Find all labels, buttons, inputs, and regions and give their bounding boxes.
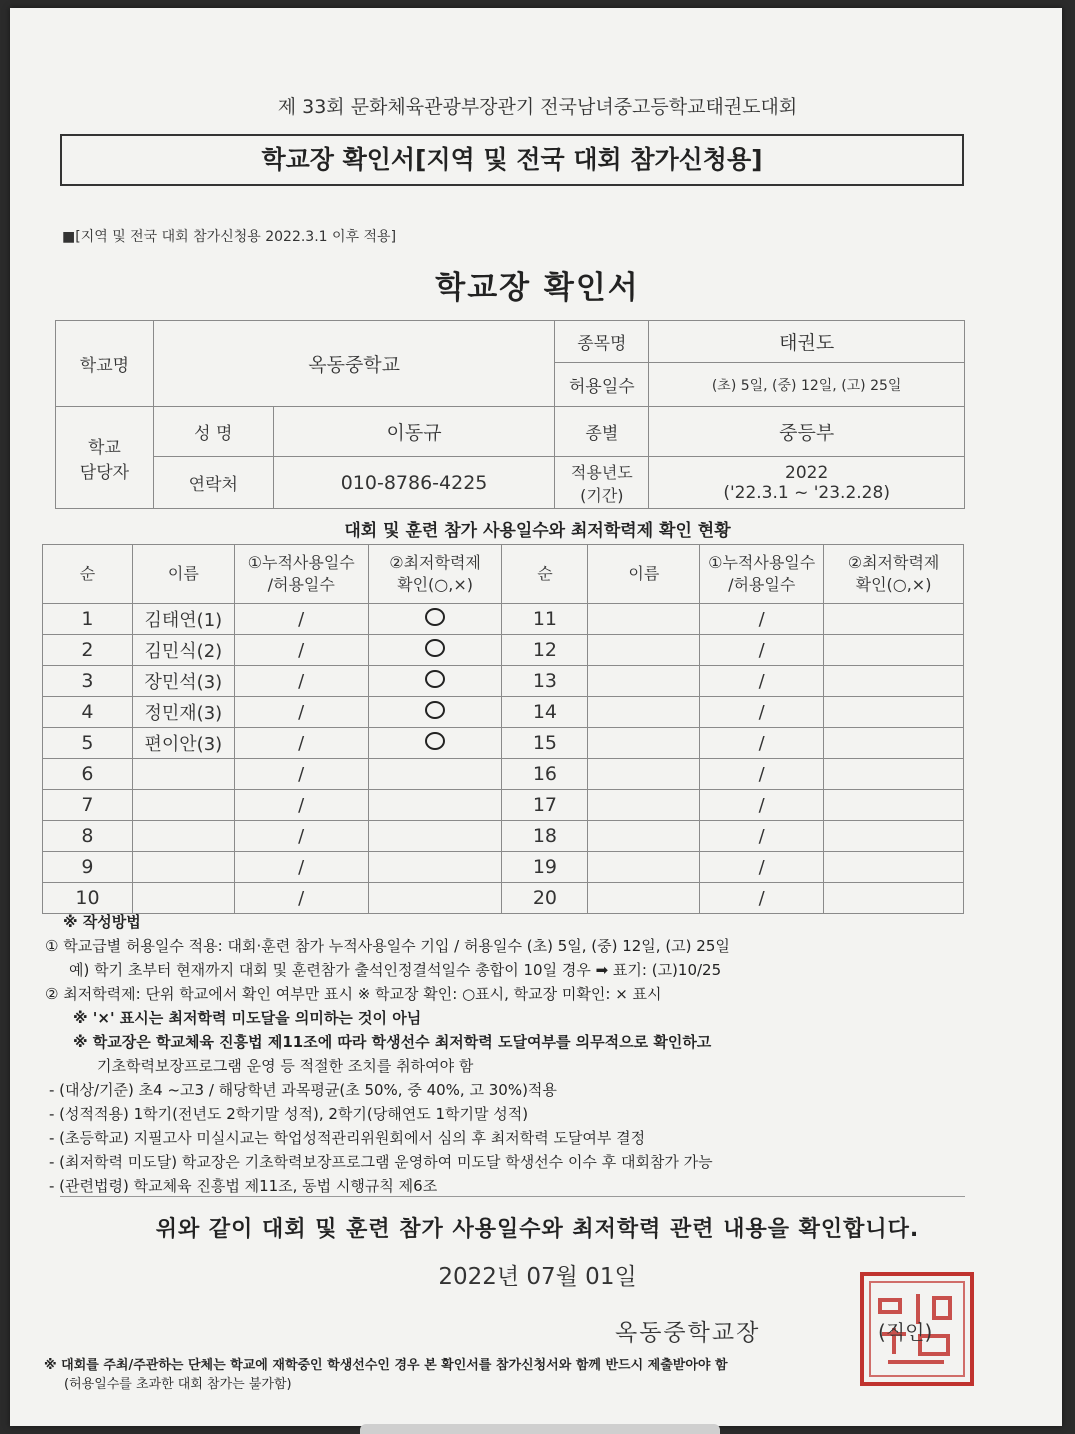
days-used: / — [234, 852, 368, 883]
scroll-handle[interactable] — [360, 1424, 720, 1434]
boxed-title: 학교장 확인서[지역 및 전국 대회 참가신청용] — [60, 134, 964, 186]
header-days: ①누적사용일수 /허용일수 — [234, 545, 368, 604]
academic-check — [824, 635, 964, 666]
row-number: 1 — [43, 604, 133, 635]
student-name: 김민식(2) — [132, 635, 234, 666]
row-number: 10 — [43, 883, 133, 914]
student-name — [132, 852, 234, 883]
divider — [60, 1196, 965, 1197]
academic-check — [368, 604, 502, 635]
table-row — [43, 883, 964, 914]
academic-check — [824, 821, 964, 852]
method-line: - (초등학교) 지필고사 미실시교는 학업성적관리위원회에서 심의 후 최저학력 도달여부 결정 — [49, 1129, 646, 1147]
school-label: 학교명 — [56, 321, 154, 407]
days-used: / — [700, 635, 824, 666]
allow-value: (초) 5일, (중) 12일, (고) 25일 — [649, 363, 965, 407]
method-line: 예) 학기 초부터 현재까지 대회 및 훈련참가 출석인정결석일수 총합이 10일 경우 ➡ 표기: (고)10/25 — [69, 961, 722, 979]
row-number: 9 — [43, 852, 133, 883]
method-line: - (대상/기준) 초4 ~고3 / 해당학년 과목평균(초 50%, 중 40%, 고 30%)적용 — [49, 1081, 557, 1099]
academic-check — [824, 883, 964, 914]
row-number: 20 — [502, 883, 588, 914]
student-name — [588, 604, 700, 635]
table-row — [43, 759, 964, 790]
division-value: 중등부 — [649, 407, 965, 457]
bottom-note-line: ※ 대회를 주최/주관하는 단체는 학교에 재학중인 학생선수인 경우 본 확인서를 참가신청서와 함께 반드시 제출받아야 함 — [44, 1358, 728, 1373]
table-row — [43, 666, 964, 697]
method-line: ① 학교급별 허용일수 적용: 대회·훈련 참가 누적사용일수 기입 / 허용일수 (초) 5일, (중) 12일, (고) 25일 — [45, 937, 730, 955]
days-used: / — [234, 759, 368, 790]
bottom-note-line: (허용일수를 초과한 대회 참가는 불가함) — [64, 1377, 292, 1392]
academic-check — [368, 852, 502, 883]
info-table — [55, 320, 965, 509]
header-no: 순 — [502, 545, 588, 604]
row-number: 16 — [502, 759, 588, 790]
days-used: / — [234, 821, 368, 852]
method-line: 기초학력보장프로그램 운영 등 적절한 조치를 취하여야 함 — [97, 1057, 474, 1075]
header-academic: ②최저학력제 확인(○,×) — [824, 545, 964, 604]
student-name — [588, 635, 700, 666]
contact-label: 연락처 — [153, 457, 273, 509]
days-used: / — [700, 821, 824, 852]
days-used: / — [700, 697, 824, 728]
days-used: / — [234, 697, 368, 728]
days-used: / — [700, 852, 824, 883]
row-number: 15 — [502, 728, 588, 759]
allow-label: 허용일수 — [555, 363, 649, 407]
student-name — [588, 883, 700, 914]
header-name: 이름 — [588, 545, 700, 604]
division-label: 종별 — [555, 407, 649, 457]
table-row — [43, 697, 964, 728]
days-used: / — [700, 604, 824, 635]
method-line: - (관련법령) 학교체육 진흥법 제11조, 동법 시행규칙 제6조 — [49, 1177, 438, 1195]
academic-check — [824, 728, 964, 759]
method-line: - (성적적용) 1학기(전년도 2학기말 성적), 2학기(당해연도 1학기말 성적) — [49, 1105, 529, 1123]
student-name — [588, 852, 700, 883]
method-line: - (최저학력 미도달) 학교장은 기초학력보장프로그램 운영하여 미도달 학생선수 이수 후 대회참가 가능 — [49, 1153, 713, 1171]
academic-check — [824, 666, 964, 697]
header-name: 이름 — [132, 545, 234, 604]
academic-check — [368, 790, 502, 821]
bottom-note — [44, 1356, 1004, 1394]
row-number: 8 — [43, 821, 133, 852]
student-name — [588, 666, 700, 697]
row-number: 6 — [43, 759, 133, 790]
event-value: 태권도 — [649, 321, 965, 363]
days-used: / — [234, 790, 368, 821]
academic-check — [824, 759, 964, 790]
writing-method — [45, 910, 975, 1198]
roster-table — [42, 544, 964, 914]
section-title: 대회 및 훈련 참가 사용일수와 최저학력제 확인 현황 — [344, 521, 731, 541]
name-label: 성 명 — [153, 407, 273, 457]
student-name: 김태연(1) — [132, 604, 234, 635]
row-number: 12 — [502, 635, 588, 666]
student-name — [588, 759, 700, 790]
student-name — [588, 697, 700, 728]
row-number: 5 — [43, 728, 133, 759]
staff-label: 학교 담당자 — [56, 407, 154, 509]
circle-mark-icon — [425, 701, 445, 719]
year-label: 적용년도 (기간) — [555, 457, 649, 509]
days-used: / — [700, 666, 824, 697]
days-used: / — [234, 728, 368, 759]
circle-mark-icon — [425, 732, 445, 750]
school-value: 옥동중학교 — [153, 321, 555, 407]
academic-check — [368, 697, 502, 728]
student-name: 편이안(3) — [132, 728, 234, 759]
days-used: / — [700, 759, 824, 790]
row-number: 2 — [43, 635, 133, 666]
student-name: 장민석(3) — [132, 666, 234, 697]
event-label: 종목명 — [555, 321, 649, 363]
student-name — [588, 790, 700, 821]
circle-mark-icon — [425, 639, 445, 657]
principal-name: 옥동중학교장 — [615, 1320, 761, 1346]
days-used: / — [700, 790, 824, 821]
student-name — [132, 821, 234, 852]
days-used: / — [234, 604, 368, 635]
row-number: 19 — [502, 852, 588, 883]
roster-header-row — [43, 545, 964, 604]
row-number: 13 — [502, 666, 588, 697]
academic-check — [824, 852, 964, 883]
header-academic: ②최저학력제 확인(○,×) — [368, 545, 502, 604]
method-line: ※ 학교장은 학교체육 진흥법 제11조에 따라 학생선수 최저학력 도달여부를 의무적으로 확인하고 — [73, 1033, 712, 1051]
student-name — [132, 883, 234, 914]
days-used: / — [234, 635, 368, 666]
student-name — [132, 790, 234, 821]
student-name: 정민재(3) — [132, 697, 234, 728]
row-number: 11 — [502, 604, 588, 635]
row-number: 18 — [502, 821, 588, 852]
days-used: / — [234, 666, 368, 697]
issue-date: 2022년 07월 01일 — [438, 1264, 637, 1290]
confirmation-statement: 위와 같이 대회 및 훈련 참가 사용일수와 최저학력 관련 내용을 확인합니다. — [155, 1217, 920, 1242]
academic-check — [368, 759, 502, 790]
document-title: 학교장 확인서 — [435, 270, 640, 306]
circle-mark-icon — [425, 670, 445, 688]
table-row — [43, 852, 964, 883]
student-name — [588, 821, 700, 852]
contact-value: 010-8786-4225 — [273, 457, 555, 509]
circle-mark-icon — [425, 608, 445, 626]
table-row — [43, 790, 964, 821]
name-value: 이동규 — [273, 407, 555, 457]
competition-header: 제 33회 문화체육관광부장관기 전국남녀중고등학교태권도대회 — [277, 96, 798, 118]
academic-check — [368, 728, 502, 759]
year-value: 2022 ('22.3.1 ~ '23.2.28) — [649, 457, 965, 509]
academic-check — [368, 666, 502, 697]
table-row — [43, 821, 964, 852]
academic-check — [824, 790, 964, 821]
seal-label: (직인) — [878, 1320, 933, 1344]
academic-check — [824, 604, 964, 635]
academic-check — [368, 635, 502, 666]
row-number: 3 — [43, 666, 133, 697]
applicability-note: ■[지역 및 전국 대회 참가신청용 2022.3.1 이후 적용] — [62, 229, 397, 245]
student-name — [132, 759, 234, 790]
table-row — [43, 635, 964, 666]
header-no: 순 — [43, 545, 133, 604]
days-used: / — [700, 883, 824, 914]
academic-check — [824, 697, 964, 728]
table-row — [43, 728, 964, 759]
days-used: / — [234, 883, 368, 914]
method-line: ② 최저학력제: 단위 학교에서 확인 여부만 표시 ※ 학교장 확인: ○표시, 학교장 미확인: × 표시 — [45, 985, 662, 1003]
row-number: 7 — [43, 790, 133, 821]
method-heading: ※ 작성방법 — [63, 913, 141, 931]
days-used: / — [700, 728, 824, 759]
table-row — [43, 604, 964, 635]
academic-check — [368, 821, 502, 852]
academic-check — [368, 883, 502, 914]
method-line: ※ '×' 표시는 최저학력 미도달을 의미하는 것이 아님 — [73, 1009, 422, 1027]
header-days: ①누적사용일수 /허용일수 — [700, 545, 824, 604]
row-number: 17 — [502, 790, 588, 821]
row-number: 4 — [43, 697, 133, 728]
student-name — [588, 728, 700, 759]
row-number: 14 — [502, 697, 588, 728]
